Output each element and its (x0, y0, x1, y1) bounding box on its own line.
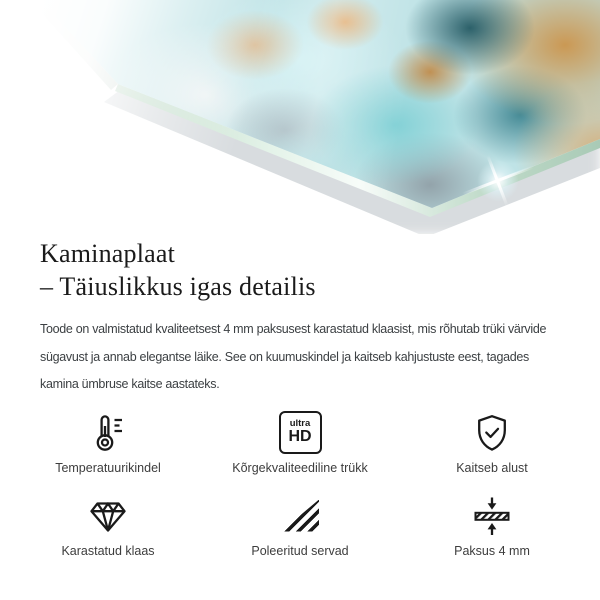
feature-item-tempered-glass (12, 494, 204, 559)
product-description-section (0, 234, 600, 559)
title-line-2: – Täiuslikkus igas detailis (40, 272, 316, 301)
page-title (40, 234, 570, 303)
ultra-hd-badge-bottom: HD (288, 427, 312, 445)
thickness-icon (470, 494, 514, 538)
feature-item-temperature (12, 411, 204, 476)
body-line-3: kamina ümbruse kaitse aastateks. (40, 377, 220, 391)
feature-label: Kõrgekvaliteediline trükk (232, 460, 368, 475)
feature-item-protects-base (396, 411, 588, 476)
title-line-1: Kaminaplaat (40, 239, 176, 268)
shield-check-icon (470, 411, 514, 455)
feature-label: Temperatuurikindel (55, 460, 161, 475)
ultra-hd-badge-top: ultra (289, 418, 311, 430)
feature-label: Paksus 4 mm (454, 543, 530, 558)
feature-label: Karastatud klaas (61, 543, 155, 558)
ultra-hd-icon (279, 411, 322, 455)
body-paragraph (40, 316, 570, 399)
feature-item-thickness (396, 494, 588, 559)
feature-item-print-quality (204, 411, 396, 476)
body-line-1: Toode on valmistatud kvaliteetsest 4 mm paksusest karastatud klaasist, mis rõhutab trüki värvide (40, 322, 547, 336)
polished-edges-icon (281, 494, 319, 538)
feature-label: Poleeritud servad (251, 543, 349, 558)
thermometer-icon (86, 411, 130, 455)
diamond-icon (86, 494, 130, 538)
feature-item-polished-edges (204, 494, 396, 559)
hero-product-image (0, 0, 600, 234)
features-grid (12, 411, 588, 559)
feature-label: Kaitseb alust (456, 460, 528, 475)
body-line-2: sügavust ja annab elegantse läike. See on kuumuskindel ja kaitseb kahjustuste eest, tagades (40, 349, 530, 364)
hero-white-fade (0, 0, 600, 234)
